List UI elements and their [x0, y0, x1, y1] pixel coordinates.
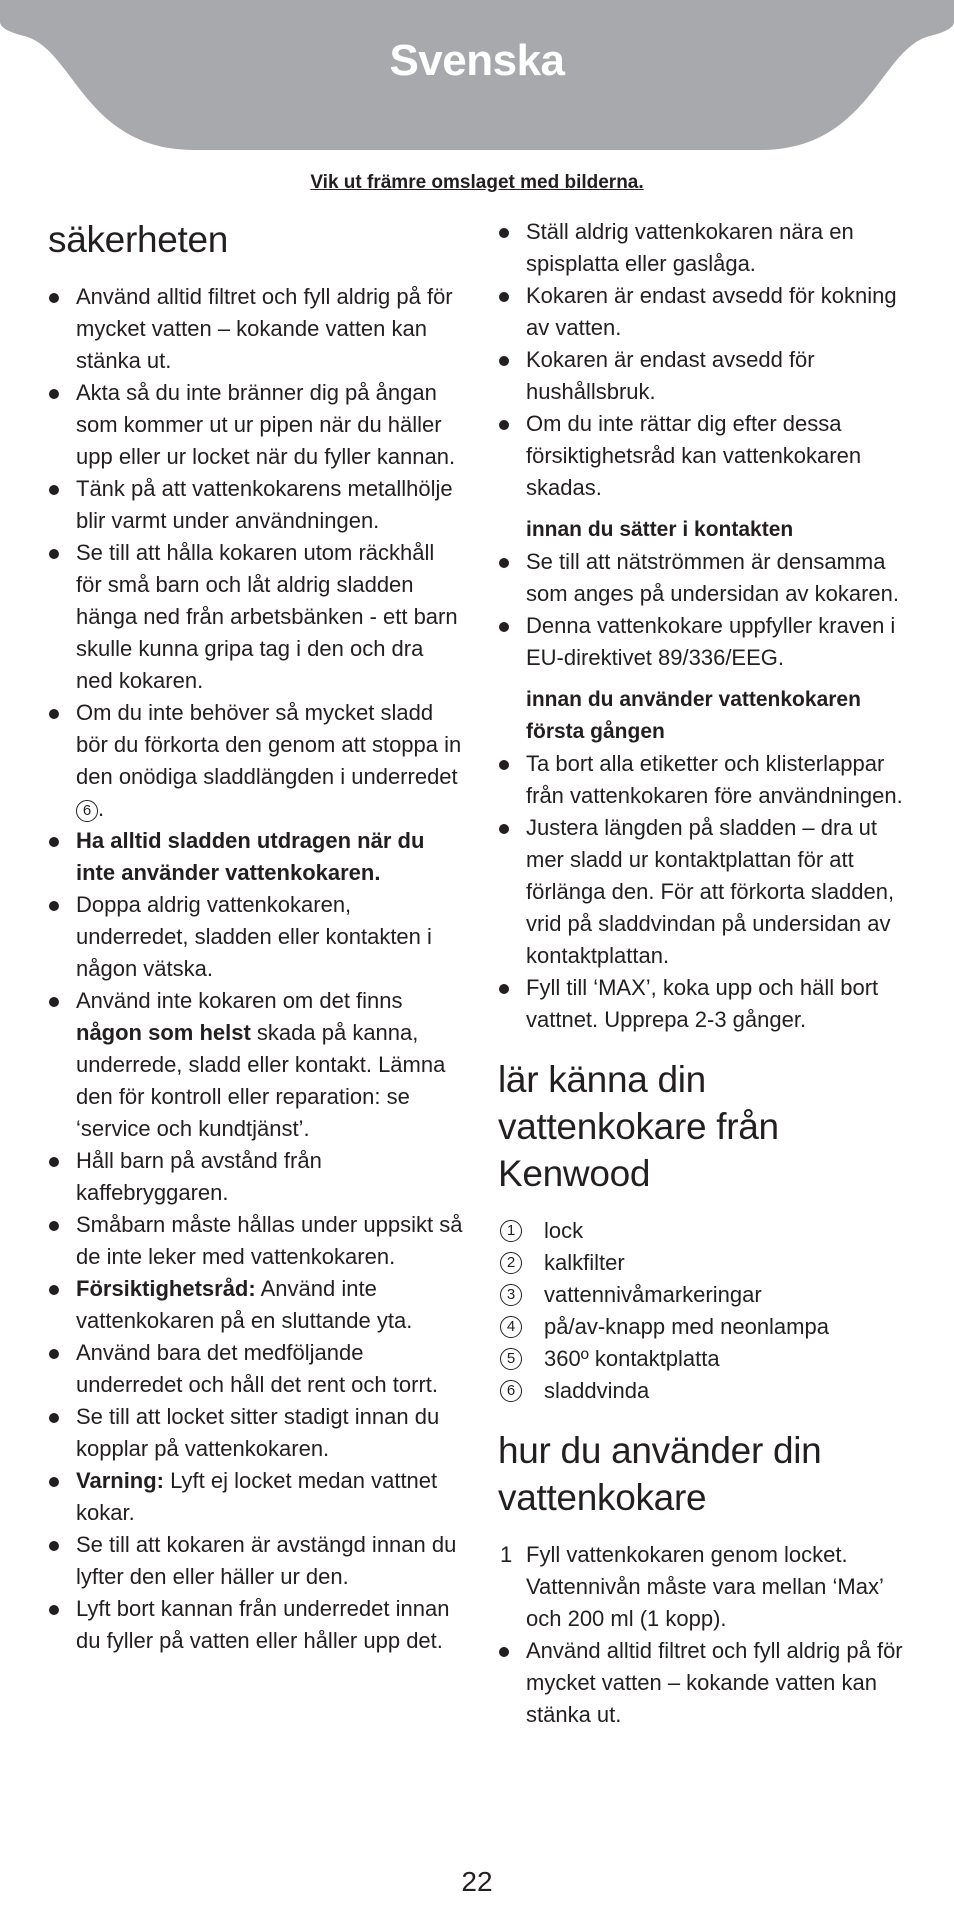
list-item: Kokaren är endast avsedd för hushållsbruk. — [498, 344, 916, 408]
item-text: Använd inte vattenkokaren på en sluttande yta. — [76, 1276, 413, 1333]
before-plug-heading: innan du sätter i kontakten — [526, 518, 794, 541]
part-label: lock — [544, 1218, 584, 1243]
list-item: Se till att locket sitter stadigt innan du kopplar på vattenkokaren. — [48, 1401, 466, 1465]
page-number: 22 — [461, 1866, 493, 1897]
list-item: Tänk på att vattenkokarens metallhölje blir varmt under användningen. — [48, 473, 466, 537]
list-item: Småbarn måste hållas under uppsikt så de inte leker med vattenkokaren. — [48, 1209, 466, 1273]
safety-list-continued — [498, 216, 916, 504]
list-item: Om du inte rättar dig efter dessa försiktighetsråd kan vattenkokaren skadas. — [498, 408, 916, 504]
how-to-use-heading: hur du använder din vattenkokare — [498, 1430, 822, 1518]
part-label: kalkfilter — [544, 1250, 625, 1275]
before-first-use-heading: innan du använder vattenkokaren första gången — [526, 688, 861, 743]
part-number: 4 — [500, 1316, 522, 1338]
list-item: Använd alltid filtret och fyll aldrig på för mycket vatten – kokande vatten kan stänka ut. — [48, 281, 466, 377]
part-label: sladdvinda — [544, 1378, 650, 1403]
how-to-use-list — [498, 1539, 916, 1731]
list-item: Ha alltid sladden utdragen när du inte använder vattenkokaren. — [48, 825, 466, 889]
item-emphasis: Försiktighetsråd: — [76, 1276, 256, 1301]
item-emphasis: någon som helst — [76, 1020, 251, 1045]
parts-list — [498, 1215, 916, 1407]
step-text: Fyll vattenkokaren genom locket. Vattennivån måste vara mellan ‘Max’ och 200 ml (1 kopp). — [526, 1542, 884, 1631]
list-item: Akta så du inte bränner dig på ångan som kommer ut ur pipen när du häller upp eller ur locket när du fyller kannan. — [48, 377, 466, 473]
list-item: Se till att hålla kokaren utom räckhåll för små barn och låt aldrig sladden hänga ned från arbetsbänken - ett barn skulle kunna gripa tag i den och dra ned kokaren. — [48, 537, 466, 697]
list-item: Ta bort alla etiketter och klisterlappar från vattenkokaren före användningen. — [498, 748, 916, 812]
list-item — [48, 985, 466, 1145]
list-item: Lyft bort kannan från underredet innan du fyller på vatten eller håller upp det. — [48, 1593, 466, 1657]
safety-heading: säkerheten — [48, 219, 229, 260]
part-label: vattennivåmarkeringar — [544, 1282, 762, 1307]
part-label: på/av-knapp med neonlampa — [544, 1314, 829, 1339]
right-column — [498, 216, 916, 1731]
part-number: 5 — [500, 1348, 522, 1370]
list-item: Denna vattenkokare uppfyller kraven i EU-direktivet 89/336/EEG. — [498, 610, 916, 674]
list-item: Se till att nätströmmen är densamma som anges på undersidan av kokaren. — [498, 546, 916, 610]
item-text: Lyft ej locket medan vattnet kokar. — [76, 1468, 438, 1525]
part-number: 1 — [500, 1220, 522, 1242]
item-text-end: . — [98, 796, 105, 821]
part-reference: 6 — [76, 800, 98, 822]
list-item: Håll barn på avstånd från kaffebryggaren. — [48, 1145, 466, 1209]
part-number: 2 — [500, 1252, 522, 1274]
list-item: Se till att kokaren är avstängd innan du lyfter den eller häller ur den. — [48, 1529, 466, 1593]
language-title: Svenska — [389, 36, 565, 85]
item-text-end: skada på kanna, underrede, sladd eller kontakt. Lämna den för kontroll eller reparation: se ‘service och kundtjänst’. — [76, 1020, 446, 1141]
list-item: Använd alltid filtret och fyll aldrig på för mycket vatten – kokande vatten kan stänka ut. — [498, 1635, 916, 1731]
know-kettle-heading: lär känna din vattenkokare från Kenwood — [498, 1059, 779, 1194]
left-column — [48, 216, 466, 1657]
part-item — [498, 1279, 916, 1311]
part-item — [498, 1247, 916, 1279]
item-text: Om du inte behöver så mycket sladd bör du förkorta den genom att stoppa in den onödiga sladdlängden i underredet — [76, 700, 462, 789]
part-item — [498, 1343, 916, 1375]
part-label: 360º kontaktplatta — [544, 1346, 720, 1371]
list-item: Kokaren är endast avsedd för kokning av vatten. — [498, 280, 916, 344]
part-item — [498, 1375, 916, 1407]
step-number: 1 — [500, 1542, 513, 1567]
part-item — [498, 1311, 916, 1343]
list-item: Ställ aldrig vattenkokaren nära en spisplatta eller gaslåga. — [498, 216, 916, 280]
list-item: Fyll till ‘MAX’, koka upp och häll bort vattnet. Upprepa 2-3 gånger. — [498, 972, 916, 1036]
list-item — [48, 1273, 466, 1337]
header-banner — [0, 0, 954, 160]
list-item: Justera längden på sladden – dra ut mer sladd ur kontaktplattan för att förlänga den. För att förkorta sladden, vrid på sladdvindan på undersidan av kontaktplattan. — [498, 812, 916, 972]
part-item — [498, 1215, 916, 1247]
list-item: Använd bara det medföljande underredet och håll det rent och torrt. — [48, 1337, 466, 1401]
before-first-use-list — [498, 748, 916, 1036]
list-item — [48, 697, 466, 825]
step-item — [498, 1539, 916, 1635]
part-number: 3 — [500, 1284, 522, 1306]
item-emphasis: Varning: — [76, 1468, 165, 1493]
before-plug-list — [498, 546, 916, 674]
list-item: Doppa aldrig vattenkokaren, underredet, sladden eller kontakten i någon vätska. — [48, 889, 466, 985]
list-item — [48, 1465, 466, 1529]
item-text: Använd inte kokaren om det finns — [76, 988, 403, 1013]
part-number: 6 — [500, 1380, 522, 1402]
safety-list — [48, 281, 466, 1657]
fold-out-note: Vik ut främre omslaget med bilderna. — [310, 172, 644, 193]
